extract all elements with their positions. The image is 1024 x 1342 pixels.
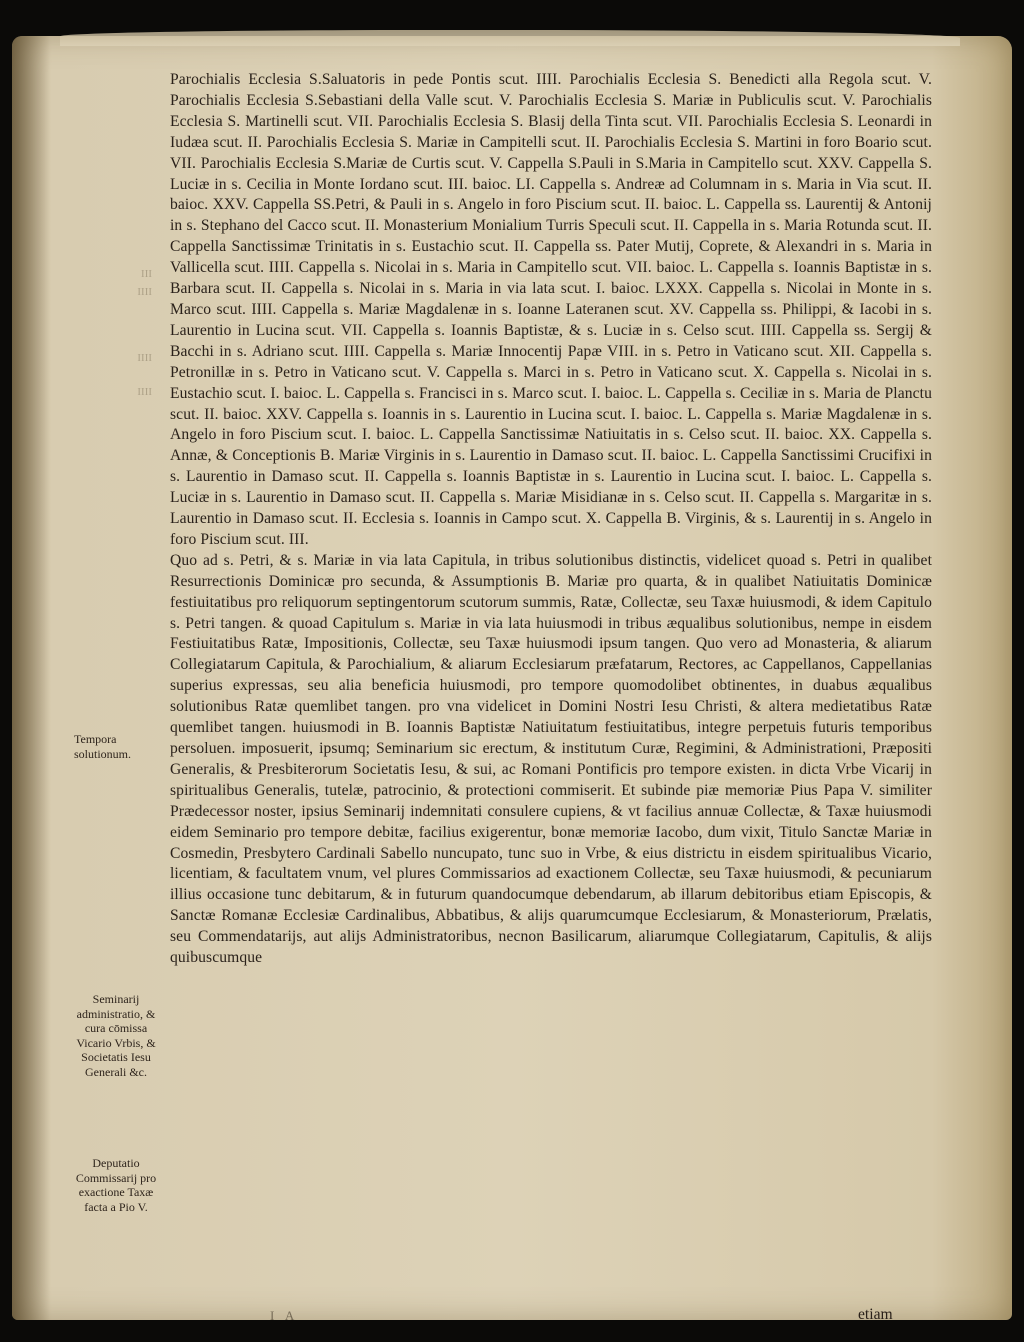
signature-mark: I A: [270, 1308, 299, 1323]
paragraph-cappellae: Parochialis Ecclesia S.Saluatoris in pede Pontis scut. IIII. Parochialis Ecclesia S. Benedicti alla Regola scut. V. Parochialis Ecclesia S.Sebastiani della Valle scut. V. Parochialis Ecclesia S. Mariæ in Publiculis scut. V. Parochialis Ecclesia S. Martinelli scut. VII. Parochialis Ecclesia S. Blasij della Tinta scut. VII. Parochialis Ecclesia S. Leonardi in Iudæa scut. II. Parochialis Ecclesia S. Mariæ in Campitelli scut. II. Parochialis Ecclesia S. Martini in foro Boario scut. VII. Parochialis Ecclesia S.Mariæ de Curtis scut. V. Cappella S.Pauli in S.Maria in Campitello scut. XXV. Cappella S. Luciæ in s. Cecilia in Monte Iordano scut. III. baioc. LI. Cappella s. Andreæ ad Columnam in s. Maria in Via scut. II. baioc. XXV. Cappella SS.Petri, & Pauli in s. Angelo in foro Piscium scut. II. baioc. L. Cappella ss. Laurentij & Antonij in s. Stephano del Cacco scut. II. Monasterium Monialium Turris Speculi scut. II. Cappella in s. Maria Rotunda scut. II. Cappella Sanctissimæ Trinitatis in s. Eustachio scut. II. Cappella ss. Pater Mutij, Coprete, & Alexandri in s. Maria in Vallicella scut. IIII. Cappella s. Nicolai in s. Maria in Campitello scut. VII. baioc. L. Cappella s. Ioannis Baptistæ in s. Barbara scut. II. Cappella s. Nicolai in s. Maria in via lata scut. I. baioc. LXXX. Cappella s. Nicolai in Monte in s. Marco scut. IIII. Cappella s. Mariæ Magdalenæ in s. Ioanne Lateranen scut. XV. Cappella ss. Philippi, & Iacobi in s. Laurentio in Lucina scut. VII. Cappella s. Ioannis Baptistæ, & s. Luciæ in s. Celso scut. IIII. Cappella ss. Sergij & Bacchi in s. Adriano scut. IIII. Cappella s. Mariæ Innocentij Papæ VIII. in s. Petro in Vaticano scut. XII. Cappella s. Petronillæ in s. Petro in Vaticano scut. V. Cappella s. Marci in s. Petro in Vaticano scut. X. Cappella s. Nicolai in s. Eustachio scut. I. baioc. L. Cappella s. Francisci in s. Marco scut. I. baioc. L. Cappella s. Ceciliæ in s. Maria de Planctu scut. II. baioc. XXV. Cappella s. Ioannis in s. Laurentio in Lucina scut. I. baioc. L. Cappella s. Mariæ Magdalenæ in s. Angelo in foro Piscium scut. I. baioc. L. Cappella Sanctissimæ Natiuitatis in s. Celso scut. II. baioc. XX. Cappella s. Annæ, & Conceptionis B. Mariæ Virginis in s. Laurentio in Damaso scut. II. baioc. L. Cappella Sanctissimi Crucifixi in s. Laurentio in Damaso scut. II. Cappella s. Ioannis Baptistæ in s. Laurentio in Lucina scut. I. baioc. L. Cappella s. Luciæ in s. Laurentio in Damaso scut. II. Cappella s. Mariæ Misidianæ in s. Celso scut. II. Cappella s. Margaritæ in s. Laurentio in Damaso scut. II. Ecclesia s. Ioannis in Campo scut. X. Cappella B. Virginis, & s. Laurentij in s. Angelo in foro Piscium scut. III.: [170, 71, 932, 548]
paragraph-solutiones: Quo ad s. Petri, & s. Mariæ in via lata Capitula, in tribus solutionibus distinctis, videlicet quoad s. Petri in qualibet Resurrectionis Dominicæ pro secunda, & Assumptionis B. Mariæ pro quarta, & in qualibet Natiuitatis Dominicæ festiuitatibus pro reliquorum septingentorum scutorum summis, Ratæ, Collectæ, seu Taxæ huiusmodi, & idem Capitulo s. Petri tangen. & quoad Capitulum s. Mariæ in via lata huiusmodi in tribus æqualibus solutionibus, nempe in eisdem Festiuitatibus Ratæ, Impositionis, Collectæ, seu Taxæ huiusmodi ipsum tangen. Quo vero ad Monasteria, & aliarum Collegiatarum Capitula, & Parochialium, & aliarum Ecclesiarum præfatarum, Rectores, ac Cappellanos, Cappellanias superius expressas, seu alia beneficia huiusmodi, pro tempore quomodolibet obtinentes, in duabus æqualibus solutionibus Ratæ quemlibet tangen. pro vna videlicet in Domini Nostri Iesu Christi, & altera medietatibus Ratæ quemlibet tangen. huiusmodi in B. Ioannis Baptistæ Natiuitatum festiuitatibus, integre perpetuis futuris temporibus persoluen. imposuerit, ipsumq; Seminarium sic erectum, & institutum Curæ, Regimini, & Administrationi, Præpositi Generalis, & Presbiterorum Societatis Iesu, & sui, ac Romani Pontificis pro tempore existen. in dicta Vrbe Vicarij in spiritualibus Generalis, tutelæ, patrocinio, & protectioni commiserit. Et subinde piæ memoriæ Pius Papa V. similiter Prædecessor noster, ipsius Seminarij indemnitati consulere cupiens, & vt facilius annuæ Collectæ, & Taxæ huiusmodi eidem Seminario pro tempore debitæ, facilius exigerentur, bonæ memoriæ Iacobo, dum vixit, Titulo Sanctæ Mariæ in Cosmedin, Presbytero Cardinali Sabello nuncupato, tunc suo in Vrbe, & eius districtu in eisdem spiritualibus Vicario, licentiam, & facultatem vnum, vel plures Commissarios ad exactionem Collectæ, seu Taxæ huiusmodi, & pecuniarum illius occasione tunc debitarum, & in futurum quandocumque debendarum, ab illarum debitoribus etiam Episcopis, & Sanctæ Romanæ Ecclesiæ Cardinalibus, Abbatibus, & alijs quarumcumque Ecclesiarum, & Monasteriorum, Prælatis, seu Commendatarijs, aut alijs Administratoribus, necnon Basilicarum, aliarumque Collegiatarum, Capitulis, & alijs quibuscumque: [170, 551, 932, 967]
show-through-text: IIII: [137, 286, 152, 298]
catchword: etiam: [858, 1306, 893, 1323]
show-through-text: III: [141, 268, 152, 280]
margin-note-deputatio: Deputatio Commissarij pro exactione Taxæ facta a Pio V.: [75, 1156, 157, 1214]
gutter-shadow: [12, 36, 50, 1320]
margin-note-tempora: Tempora solutionum.: [74, 732, 132, 761]
main-text-block: [170, 70, 932, 1310]
margin-note-seminarij: Seminarij administratio, & cura cōmissa Vicario Vrbis, & Societatis Iesu Generali &c.: [76, 992, 156, 1079]
top-edge-fold: [60, 30, 960, 46]
show-through-text: IIII: [137, 386, 152, 398]
show-through-text: IIII: [137, 352, 152, 364]
